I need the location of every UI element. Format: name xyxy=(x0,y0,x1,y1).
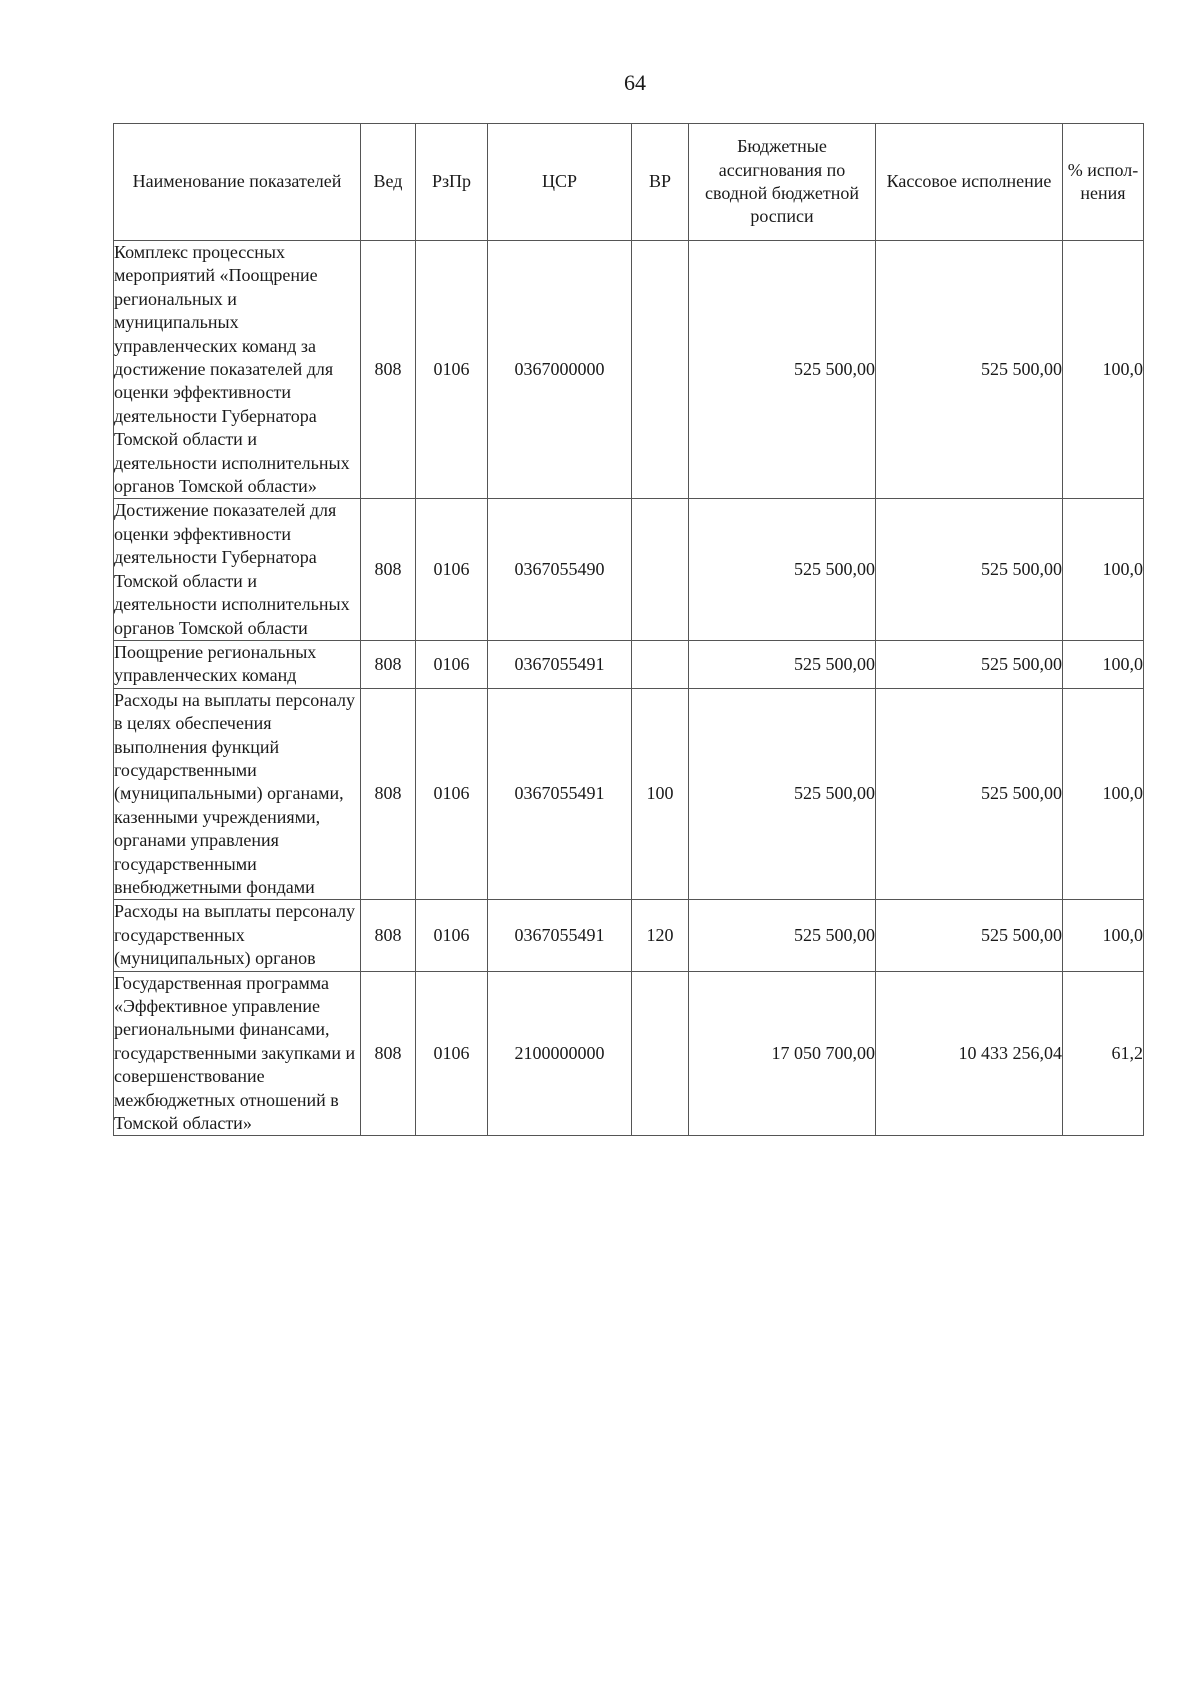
row-ved: 808 xyxy=(361,688,416,900)
row-ved: 808 xyxy=(361,241,416,499)
row-name: Государственная программа «Эффективное управление региональными финансами, государственными закупками и совершенствование межбюджетных отношений в Томской области» xyxy=(114,971,361,1136)
row-vr: 120 xyxy=(632,900,689,971)
header-csr: ЦСР xyxy=(488,124,632,241)
row-csr: 0367055491 xyxy=(488,900,632,971)
table-row xyxy=(114,971,1144,1136)
budget-execution-table xyxy=(113,123,1144,1136)
row-csr: 0367055491 xyxy=(488,640,632,688)
row-cash: 525 500,00 xyxy=(876,241,1063,499)
row-vr xyxy=(632,241,689,499)
row-budget: 525 500,00 xyxy=(689,640,876,688)
row-name: Достижение показателей для оценки эффективности деятельности Губернатора Томской области и деятельности исполнительных органов Томской области xyxy=(114,499,361,640)
row-vr: 100 xyxy=(632,688,689,900)
row-budget: 525 500,00 xyxy=(689,499,876,640)
table-row xyxy=(114,640,1144,688)
table-header-row xyxy=(114,124,1144,241)
row-percent: 100,0 xyxy=(1063,640,1144,688)
row-cash: 525 500,00 xyxy=(876,499,1063,640)
row-rzpr: 0106 xyxy=(416,640,488,688)
row-percent: 100,0 xyxy=(1063,241,1144,499)
row-percent: 61,2 xyxy=(1063,971,1144,1136)
row-csr: 0367055490 xyxy=(488,499,632,640)
row-budget: 525 500,00 xyxy=(689,900,876,971)
header-ved: Вед xyxy=(361,124,416,241)
row-percent: 100,0 xyxy=(1063,499,1144,640)
header-percent: % испол-нения xyxy=(1063,124,1144,241)
row-cash: 525 500,00 xyxy=(876,640,1063,688)
row-name: Расходы на выплаты персоналу государственных (муниципальных) органов xyxy=(114,900,361,971)
table-row xyxy=(114,900,1144,971)
row-percent: 100,0 xyxy=(1063,688,1144,900)
row-ved: 808 xyxy=(361,640,416,688)
table-row xyxy=(114,241,1144,499)
table-row xyxy=(114,688,1144,900)
row-vr xyxy=(632,640,689,688)
row-csr: 0367055491 xyxy=(488,688,632,900)
header-cash: Кассовое исполнение xyxy=(876,124,1063,241)
row-rzpr: 0106 xyxy=(416,688,488,900)
row-rzpr: 0106 xyxy=(416,499,488,640)
row-vr xyxy=(632,499,689,640)
header-name: Наименование показателей xyxy=(114,124,361,241)
row-cash: 525 500,00 xyxy=(876,900,1063,971)
row-vr xyxy=(632,971,689,1136)
row-ved: 808 xyxy=(361,971,416,1136)
row-csr: 0367000000 xyxy=(488,241,632,499)
row-budget: 525 500,00 xyxy=(689,688,876,900)
row-csr: 2100000000 xyxy=(488,971,632,1136)
row-budget: 525 500,00 xyxy=(689,241,876,499)
row-name: Комплекс процессных мероприятий «Поощрение региональных и муниципальных управленческих команд за достижение показателей для оценки эффективности деятельности Губернатора Томской области и деятельности исполнительных органов Томской области» xyxy=(114,241,361,499)
row-ved: 808 xyxy=(361,499,416,640)
row-ved: 808 xyxy=(361,900,416,971)
page-number: 64 xyxy=(624,70,646,95)
row-rzpr: 0106 xyxy=(416,241,488,499)
row-name: Поощрение региональных управленческих команд xyxy=(114,640,361,688)
row-cash: 525 500,00 xyxy=(876,688,1063,900)
row-name: Расходы на выплаты персоналу в целях обеспечения выполнения функций государственными (муниципальными) органами, казенными учреждениями, органами управления государственными внебюджетными фондами xyxy=(114,688,361,900)
row-cash: 10 433 256,04 xyxy=(876,971,1063,1136)
row-percent: 100,0 xyxy=(1063,900,1144,971)
row-budget: 17 050 700,00 xyxy=(689,971,876,1136)
row-rzpr: 0106 xyxy=(416,900,488,971)
header-rzpr: РзПр xyxy=(416,124,488,241)
header-budget: Бюджетные ассигнования по сводной бюджетной росписи xyxy=(689,124,876,241)
table-row xyxy=(114,499,1144,640)
header-vr: ВР xyxy=(632,124,689,241)
row-rzpr: 0106 xyxy=(416,971,488,1136)
